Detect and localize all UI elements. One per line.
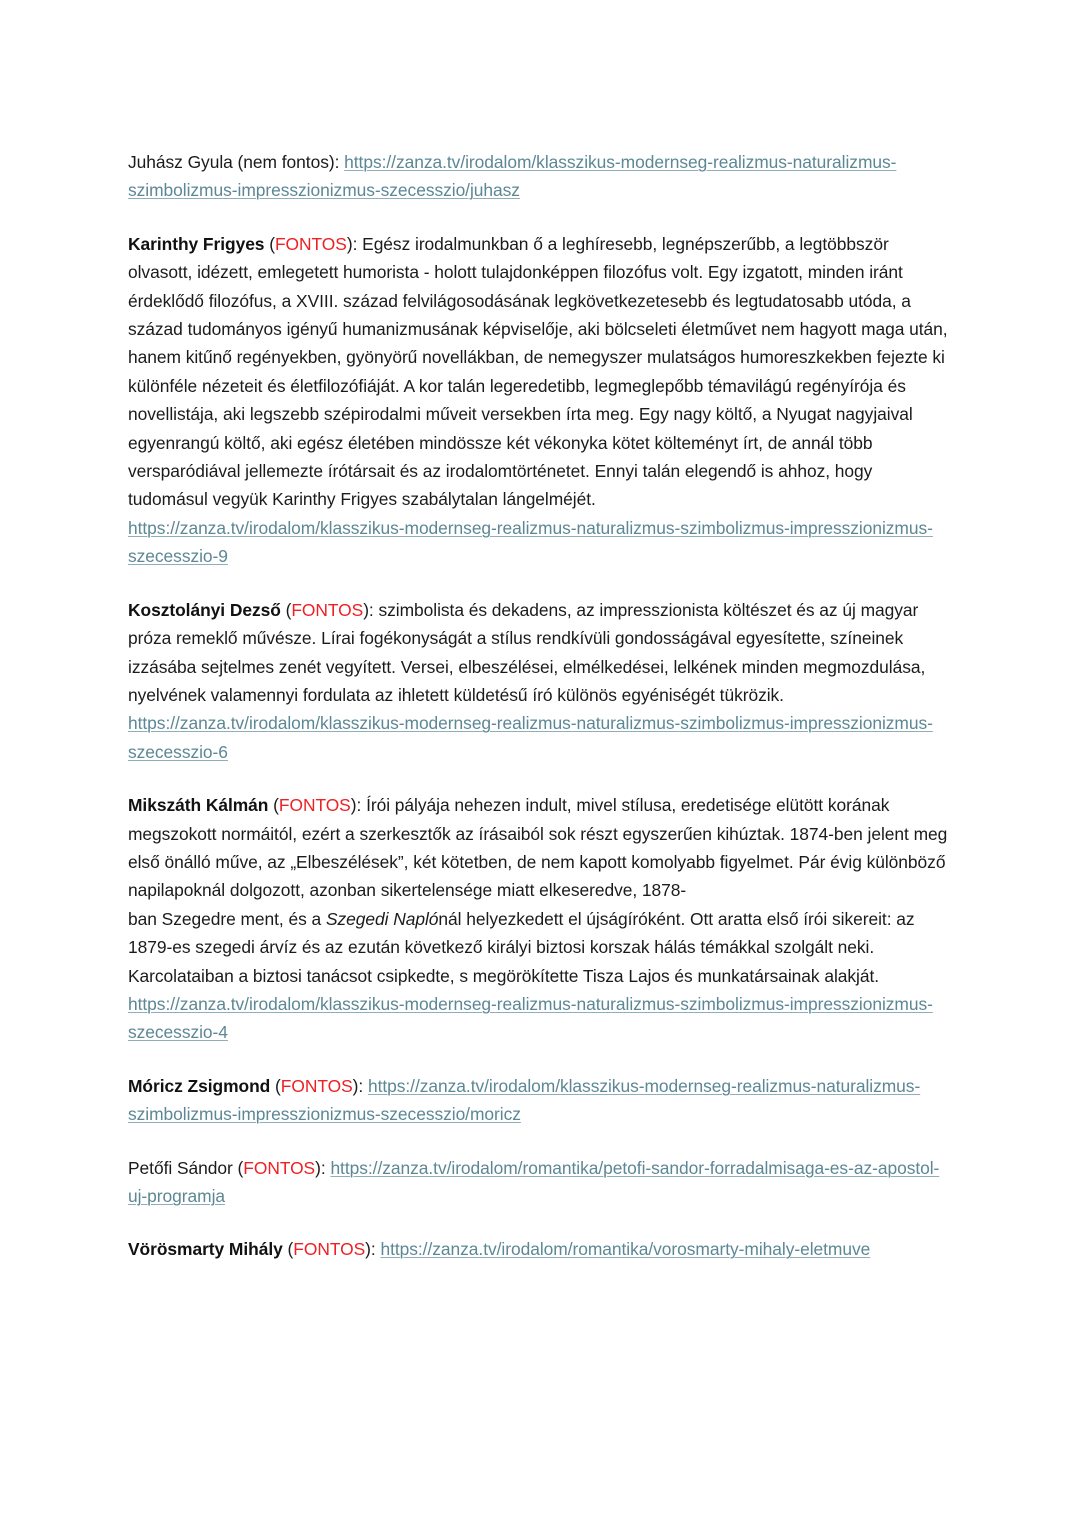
entry-link[interactable]: https://zanza.tv/irodalom/klasszikus-modernseg-realizmus-naturalizmus-szimbolizmus-impresszionizmus-szecesszio-4 [128, 993, 933, 1043]
entry-mikszath-kalman [128, 791, 950, 1047]
entry-tag-close-paren: ): [328, 152, 345, 172]
entry-link[interactable]: https://zanza.tv/irodalom/romantika/vorosmarty-mihaly-eletmuve [380, 1239, 871, 1260]
entry-tag-open-paren: ( [280, 599, 292, 620]
entry-tag-open-paren: ( [232, 152, 244, 172]
entry-link[interactable]: https://zanza.tv/irodalom/klasszikus-modernseg-realizmus-naturalizmus-szimbolizmus-impresszionizmus-szecesszio-6 [128, 713, 933, 762]
entry-author-name: Vörösmarty Mihály [128, 1239, 283, 1260]
entry-description-part-three: nál helyezkedett el újságíróként. Ott aratta első írói sikereit: az 1879-es szegedi árvíz és az ezután következő királyi biztosi korszak hálás témákkal szolgált neki. Karcolataiban a biztosi tanácsot csipkedte, s megörökítette Tisza Lajos és munkatársainak alakját. [128, 908, 915, 986]
entry-link[interactable]: https://zanza.tv/irodalom/klasszikus-modernseg-realizmus-naturalizmus-szimbolizmus-impresszionizmus-szecesszio/moricz [128, 1075, 921, 1125]
entry-description-part-two: ban Szegedre ment, és a [128, 908, 326, 929]
document-text-body [128, 148, 950, 1264]
entry-link[interactable]: https://zanza.tv/irodalom/romantika/petofi-sandor-forradalmisaga-es-az-apostol-uj-programja [128, 1157, 940, 1206]
entry-petofi-sandor [128, 1154, 950, 1211]
entry-description-part-one: Írói pályája nehezen indult, mivel stílusa, eredetisége elütött korának megszokott normáitól, ezért a szerkesztők az írásaiból sok részt egyszerűen kihúztak. 1874-ben jelent meg első önálló műve, az „Elbeszélések”, két kötetben, de nem kapott komolyabb figyelmet. Pár évig különböző napilapoknál dolgozott, azonban sikertelensége miatt elkeseredve, 1878- [128, 795, 948, 901]
entry-tag-open-paren: ( [268, 795, 279, 816]
entry-importance-tag: nem fontos [243, 152, 329, 172]
entry-tag-close-paren: ): [352, 1075, 368, 1096]
entry-importance-tag: FONTOS [274, 233, 347, 254]
entry-tag-close-paren: ): [350, 795, 367, 816]
entry-importance-tag: FONTOS [243, 1157, 316, 1178]
entry-description: Egész irodalmunkban ő a leghíresebb, legnépszerűbb, a legtöbbször olvasott, idézett, emlegetett humorista - holott tulajdonképpen filozófus volt. Egy izgatott, minden iránt érdeklődő filozófus, a XVIII. század felvilágosodásának legkövetkezetesebb és legtudatosabb utóda, a század tudományos igényű humanizmusának képviselője, aki bölcseleti életművet nem hagyott maga után, hanem kitűnő regényekben, gyönyörű novellákban, de nemegyszer mulatságos humoreszkekben fejezte ki különféle nézeteit és életfilozófiáját. A kor talán legeredetibb, legmeglepőbb témavilágú regényírója és novellistája, aki legszebb szépirodalmi műveit versekben írta meg. Egy nagy költő, a Nyugat nagyjaival egyenrangú költő, aki egész életében mindössze két vékonyka kötet költeményt írt, de annál több versparódiával jellemezte írótársait és az irodalomtörténetet. Ennyi talán elegendő is ahhoz, hogy tudomásul vegyük Karinthy Frigyes szabálytalan lángelméjét. [128, 233, 948, 510]
entry-author-name: Mikszáth Kálmán [128, 795, 269, 816]
entry-author-name: Juhász Gyula [128, 152, 233, 172]
entry-vorosmarty-mihaly [128, 1235, 950, 1263]
entry-karinthy-frigyes [128, 230, 950, 571]
entry-link[interactable]: https://zanza.tv/irodalom/klasszikus-modernseg-realizmus-naturalizmus-szimbolizmus-impresszionizmus-szecesszio-9 [128, 517, 933, 567]
entry-description: szimbolista és dekadens, az impresszionista költészet és az új magyar próza remeklő művésze. Lírai fogékonyságát a stílus rendkívüli gondosságával egyesítette, színeinek izzásába sejtelmes zenét vegyített. Versei, elbeszélései, elmélkedései, lelkének minden megmozdulása, nyelvének valamennyi fordulata az ihletett küldetésű író különös egyéniségét tükrözik. [128, 599, 926, 705]
entry-tag-open-paren: ( [270, 1075, 281, 1096]
entry-moricz-zsigmond [128, 1072, 950, 1129]
entry-tag-open-paren: ( [282, 1239, 294, 1260]
entry-tag-open-paren: ( [232, 1157, 244, 1178]
entry-author-name: Móricz Zsigmond [128, 1075, 271, 1096]
entry-tag-close-paren: ): [315, 1157, 331, 1178]
entry-author-name: Kosztolányi Dezső [128, 599, 281, 620]
entry-author-name: Karinthy Frigyes [128, 233, 265, 254]
entry-importance-tag: FONTOS [278, 795, 351, 816]
entry-juhasz-gyula [128, 148, 950, 205]
entry-tag-close-paren: ): [363, 599, 379, 620]
entry-tag-open-paren: ( [264, 233, 275, 254]
entry-tag-close-paren: ): [365, 1239, 381, 1260]
entry-work-title-italic: Szegedi Napló [325, 908, 439, 929]
entry-link[interactable]: https://zanza.tv/irodalom/klasszikus-modernseg-realizmus-naturalizmus-szimbolizmus-impresszionizmus-szecesszio/juhasz [128, 152, 897, 201]
entry-importance-tag: FONTOS [293, 1239, 366, 1260]
entry-author-name: Petőfi Sándor [128, 1157, 233, 1178]
entry-importance-tag: FONTOS [291, 599, 364, 620]
entry-tag-close-paren: ): [346, 233, 363, 254]
entry-kosztolanyi-dezso [128, 596, 950, 766]
entry-importance-tag: FONTOS [280, 1075, 353, 1096]
